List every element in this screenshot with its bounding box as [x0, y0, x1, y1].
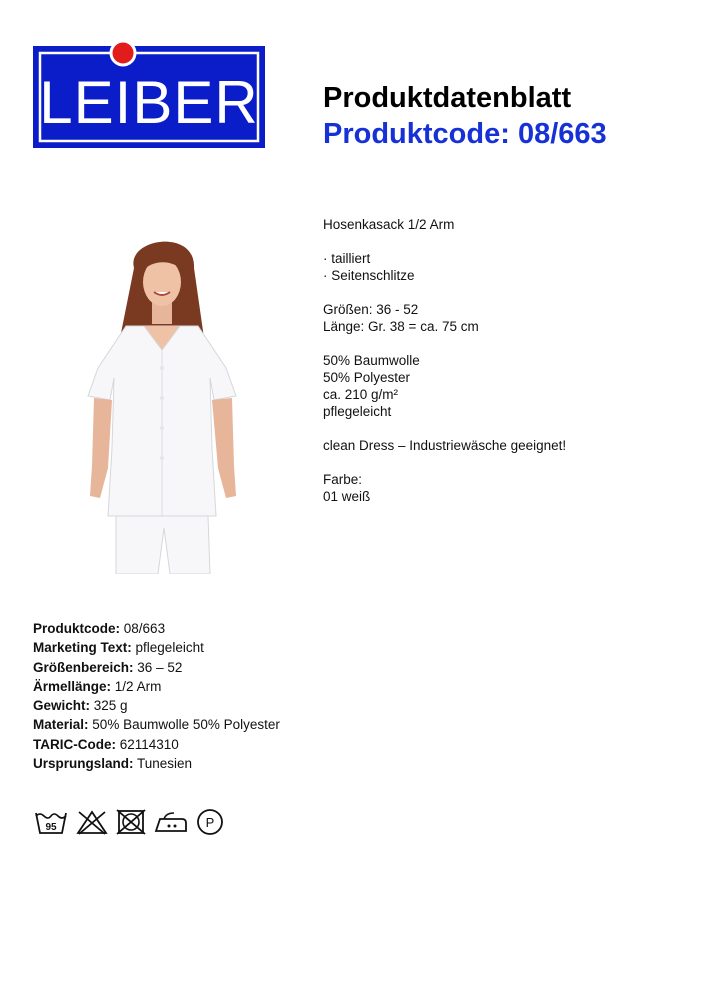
leiber-logo [33, 36, 265, 148]
spec-label: Ursprungsland: [33, 756, 134, 772]
professional-clean-label: P [205, 815, 215, 830]
no-tumble-dry-icon [116, 809, 146, 835]
product-description [323, 216, 566, 505]
material-line: pflegeleicht [323, 404, 392, 419]
feature-item: · Seitenschlitze [323, 268, 415, 283]
spec-value: 62114310 [119, 736, 179, 752]
spec-label: Material: [33, 717, 89, 733]
product-code-title: Produktcode: 08/663 [323, 118, 607, 150]
material-line: 50% Baumwolle [323, 353, 420, 368]
spec-list [33, 619, 280, 773]
spec-row [33, 754, 280, 773]
spec-row [33, 715, 280, 734]
feature-item: · tailliert [323, 251, 371, 266]
page-title: Produktdatenblatt [323, 82, 572, 114]
spec-label: Größenbereich: [33, 659, 134, 675]
spec-label: Gewicht: [33, 698, 91, 714]
spec-row [33, 619, 280, 638]
model-wearing-white-tunic-photo [86, 228, 238, 574]
sizes-text: Größen: 36 - 52 [323, 302, 419, 317]
logo-dot-icon [111, 41, 135, 65]
material-line: ca. 210 g/m² [323, 387, 399, 402]
wash-95-icon [34, 809, 68, 835]
spec-value: 1/2 Arm [114, 678, 162, 694]
spec-label: TARIC-Code: [33, 736, 116, 752]
length-text: Länge: Gr. 38 = ca. 75 cm [323, 319, 479, 334]
spec-value: 08/663 [123, 621, 166, 636]
spec-value: Tunesien [137, 756, 193, 772]
spec-row [33, 677, 280, 696]
spec-row [33, 696, 280, 715]
logo-wordmark: LEIBER [39, 69, 259, 136]
spec-value: 36 – 52 [137, 659, 183, 675]
product-name: Hosenkasack 1/2 Arm [323, 217, 455, 232]
material-line: 50% Polyester [323, 370, 411, 385]
care-symbols [34, 808, 224, 836]
spec-value: 325 g [93, 698, 128, 714]
wash-temp-label: 95 [45, 822, 57, 833]
spec-label: Produktcode: [33, 621, 121, 636]
color-value: 01 weiß [323, 489, 371, 504]
wash-note: clean Dress – Industriewäsche geeignet! [323, 438, 567, 453]
spec-value: 50% Baumwolle 50% Polyester [92, 717, 280, 733]
no-bleach-icon [76, 809, 108, 835]
color-label: Farbe: [323, 472, 363, 487]
spec-row [33, 735, 280, 754]
spec-row [33, 658, 280, 677]
professional-clean-p-icon [196, 808, 224, 836]
spec-value: pflegeleicht [135, 640, 204, 656]
spec-row [33, 638, 280, 657]
iron-two-dots-icon [154, 809, 188, 835]
title-block [323, 80, 607, 152]
spec-label: Marketing Text: [33, 640, 132, 656]
spec-label: Ärmellänge: [33, 678, 112, 694]
